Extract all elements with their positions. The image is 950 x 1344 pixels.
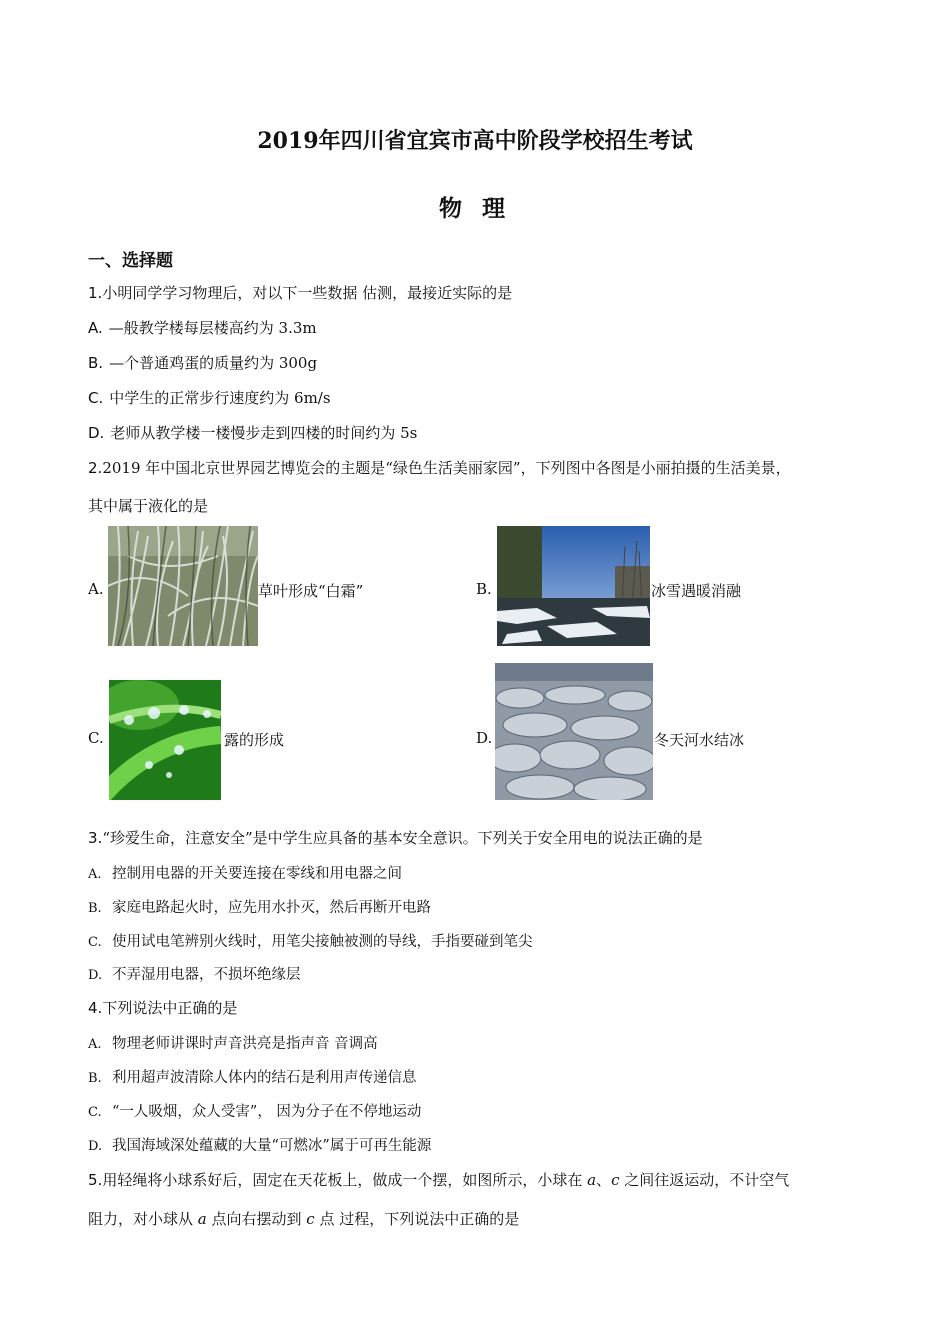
subject-title: 物 理 (438, 195, 511, 222)
question-text-end: 之间往返运动，不计空气 (619, 1171, 790, 1189)
question-1 (88, 282, 512, 303)
option-letter: B. (88, 901, 102, 916)
q4-option-d (88, 1134, 431, 1155)
option-text: 使用试电笔辨别火线时，用笔尖接触被测的导线，手指要碰到笔尖 (112, 934, 533, 950)
question-text: “珍爱生命，注意安全”是中学生应具备的基本安全意识。下列关于安全用电的说法正确的是 (102, 829, 703, 847)
option-letter: B. (88, 354, 104, 372)
frosted-grass-photo (108, 526, 258, 646)
q3-option-c (88, 930, 533, 951)
question-4 (88, 997, 237, 1018)
q2-option-a-letter: A. (88, 580, 104, 598)
option-text: 中学生的正常步行速度约为 6m/s (109, 389, 331, 407)
option-text: 控制用电器的开关要连接在零线和用电器之间 (112, 866, 402, 882)
q2-option-c-letter: C. (88, 729, 104, 747)
option-letter: D. (88, 424, 105, 442)
question-number: 5. (88, 1171, 103, 1189)
question-5-line-2 (88, 1208, 519, 1229)
option-text: 利用超声波清除人体内的结石是利用声传递信息 (112, 1070, 417, 1086)
question-text: 小明同学学习物理后，对以下一些数据 估测，最接近实际的是 (102, 284, 513, 302)
option-letter: D. (88, 968, 103, 983)
q2-option-d-caption: 冬天河水结冰 (654, 731, 745, 749)
question-number: 4. (88, 999, 103, 1017)
q2-option-c-caption: 露的形成 (224, 731, 285, 749)
question-number: 2. (88, 459, 103, 477)
q2-option-b-letter: B. (476, 580, 492, 598)
option-letter: C. (88, 389, 104, 407)
question-text-separator: 、 (596, 1171, 612, 1189)
option-text: 老师从教学楼一楼慢步走到四楼的时间约为 5s (110, 424, 418, 442)
option-text: 我国海域深处蕴藏的大量“可燃冰”属于可再生能源 (112, 1138, 432, 1154)
option-letter: D. (88, 1139, 103, 1154)
q4-option-b (88, 1066, 417, 1087)
q4-option-c (88, 1100, 421, 1121)
question-text: 下列说法中正确的是 (102, 999, 238, 1017)
point-c-label: c (611, 1171, 620, 1189)
option-text: 不弄湿用电器，不损坏绝缘层 (112, 967, 301, 983)
option-text: 物理老师讲课时声音洪亮是指声音 音调高 (112, 1036, 378, 1052)
q1-option-a (88, 317, 317, 338)
question-text-end: 点 过程，下列说法中正确的是 (314, 1210, 520, 1228)
question-text-mid: 点向右摆动到 (206, 1210, 307, 1228)
question-text: 2019 年中国北京世界园艺博览会的主题是“绿色生活美丽家园”，下列图中各图是小丽拍摄的生活美景， (102, 459, 791, 477)
option-text: “一人吸烟，众人受害”， 因为分子在不停地运动 (112, 1104, 422, 1120)
option-letter: B. (88, 1071, 102, 1086)
frozen-river-photo (495, 663, 653, 800)
q3-option-d (88, 963, 301, 984)
q2-option-b-caption: 冰雪遇暖消融 (651, 582, 742, 600)
option-text: 家庭电路起火时，应先用水扑灭，然后再断开电路 (112, 900, 431, 916)
q3-option-a (88, 862, 402, 883)
q4-option-a (88, 1032, 378, 1053)
q1-option-b (88, 352, 317, 373)
dew-drops-photo (109, 680, 221, 800)
point-a-label: a (587, 1171, 597, 1189)
point-c-label: c (306, 1210, 315, 1228)
point-a-label: a (197, 1210, 207, 1228)
q2-option-a-caption: 草叶形成“白霜” (258, 582, 364, 600)
question-2-line-2: 其中属于液化的是 (88, 497, 209, 515)
exam-title: 2019年四川省宜宾市高中阶段学校招生考试 (257, 128, 693, 154)
q3-option-b (88, 896, 431, 917)
option-letter: C. (88, 1105, 102, 1120)
section-heading: 一、选择题 (88, 251, 173, 271)
option-letter: A. (88, 1037, 102, 1052)
q1-option-d (88, 422, 417, 443)
question-2 (88, 457, 791, 478)
question-text: 阻力，对小球从 (88, 1210, 198, 1228)
melting-river-photo (497, 526, 650, 646)
question-3 (88, 827, 703, 848)
question-5 (88, 1169, 789, 1190)
q2-option-d-letter: D. (476, 729, 493, 747)
option-letter: A. (88, 319, 103, 337)
q1-option-c (88, 387, 331, 408)
question-number: 3. (88, 829, 103, 847)
option-text: —个普通鸡蛋的质量约为 300g (109, 354, 318, 372)
option-letter: A. (88, 867, 102, 882)
question-number: 1. (88, 284, 103, 302)
question-text: 用轻绳将小球系好后，固定在天花板上，做成一个摆，如图所示，小球在 (102, 1171, 588, 1189)
option-text: —般教学楼每层楼高约为 3.3m (108, 319, 317, 337)
option-letter: C. (88, 935, 102, 950)
